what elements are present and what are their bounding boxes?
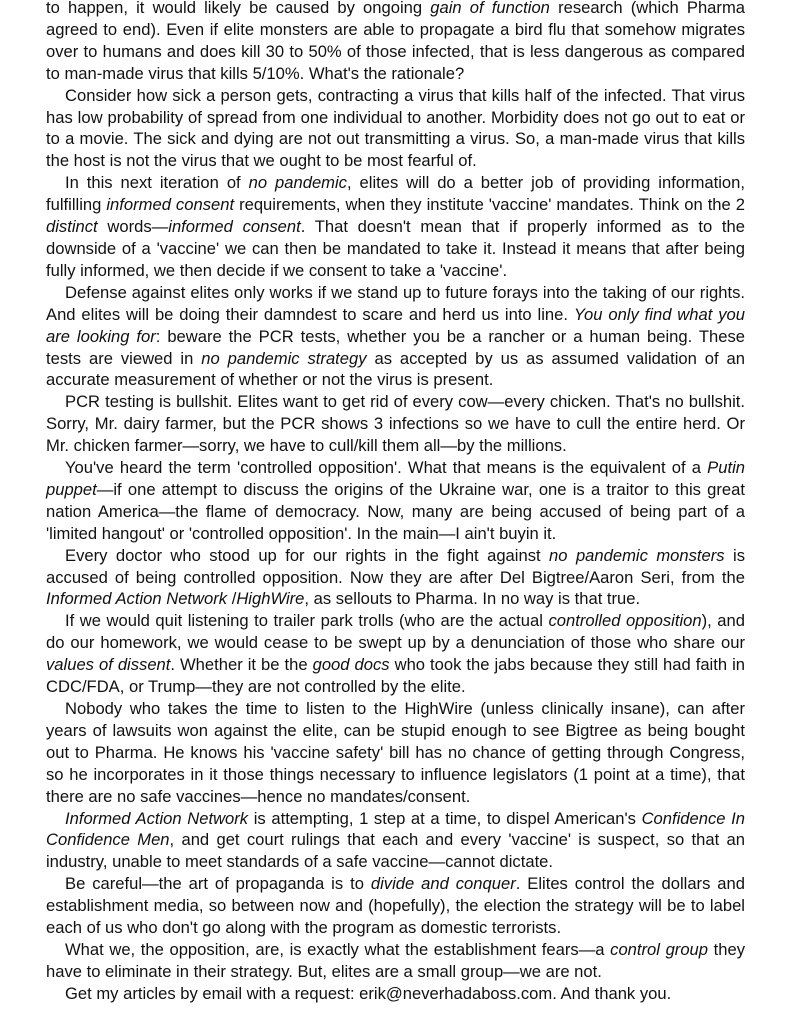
italic-phrase: informed consent xyxy=(106,195,235,215)
italic-phrase: Putin puppet xyxy=(46,458,745,499)
text-run: research (which Pharma agreed to end). Even if elite monsters are able to propagate a bird flu that somehow migrates over to humans and does kill 30 to 50% of those infected, that is less dangerous as compared to man-made virus that kills 5/10%. What's the rationale? xyxy=(46,0,745,83)
text-run: requirements, when they institute 'vaccine' mandates. Think on the 2 xyxy=(234,195,745,215)
article-paragraph xyxy=(46,873,745,939)
text-run: they have to eliminate in their strategy. But, elites are a small group—we are not. xyxy=(46,939,745,981)
text-run: words— xyxy=(97,217,169,237)
text-run: Nobody who takes the time to listen to the HighWire (unless clinically insane), can after years of lawsuits won against the elite, can be stupid enough to see Bigtree as being bought out to Pharma. He knows his 'vaccine safety' bill has no chance of getting through Congress, so he incorporates in it those things necessary to influence legislators (1 point at a time), that there are no safe vaccines—hence no mandates/consent. xyxy=(46,699,745,806)
text-run: ), and do our homework, we would cease to be swept up by a denunciation of those who share our xyxy=(46,611,745,653)
text-run: Be careful—the art of propaganda is to xyxy=(65,874,371,894)
text-run: PCR testing is bullshit. Elites want to get rid of every cow—every chicken. That's no bullshit. Sorry, Mr. dairy farmer, but the PCR shows 3 infections so we have to cull the entire herd. Or Mr. chicken farmer—sorry, we have to cull/kill them all—by the millions. xyxy=(46,392,745,456)
text-run: . That doesn't mean that if properly informed as to the downside of a 'vaccine' we can then be mandated to take it. Instead it means that after being fully informed, we then decide if we consent to take a 'vaccine'. xyxy=(46,217,745,280)
italic-phrase: no pandemic strategy xyxy=(201,348,367,368)
text-run: In this next iteration of xyxy=(65,173,249,193)
article-paragraph xyxy=(46,391,745,457)
text-run: / xyxy=(227,589,237,609)
article-paragraph xyxy=(46,698,745,808)
text-run: , elites will do a better job of providing information, fulfilling xyxy=(46,173,745,215)
article-paragraph xyxy=(46,545,745,611)
italic-phrase: Informed Action Network xyxy=(46,589,228,609)
text-run: who took the jabs because they still had faith in CDC/FDA, or Trump—they are not controlled by the elite. xyxy=(46,655,746,697)
text-run: What we, the opposition, are, is exactly what the establishment fears—a xyxy=(65,939,611,959)
text-run: Get my articles by email with a request: erik@neverhadaboss.com. And thank you. xyxy=(65,983,672,1003)
text-run: You've heard the term 'controlled opposition'. What that means is the equivalent of a xyxy=(65,458,708,478)
article-paragraph xyxy=(46,983,745,1005)
article-paragraph xyxy=(46,457,745,545)
text-run: —if one attempt to discuss the origins of the Ukraine war, one is a traitor to this great nation America—the flame of democracy. Now, many are being accused of being part of a 'limited hangout' or 'controlled opposition'. In the main—I ain't buyin it. xyxy=(46,479,745,543)
article-paragraph xyxy=(46,172,745,282)
article-paragraph xyxy=(46,939,745,983)
italic-phrase: HighWire xyxy=(236,589,305,609)
text-run: , as sellouts to Pharma. In no way is that true. xyxy=(304,589,641,609)
article-paragraph xyxy=(46,282,745,392)
italic-phrase: Informed Action Network xyxy=(65,808,249,828)
italic-phrase: control group xyxy=(610,939,709,959)
text-run: is attempting, 1 step at a time, to dispel American's xyxy=(248,808,642,828)
article-paragraph xyxy=(46,808,745,874)
text-run: Consider how sick a person gets, contracting a virus that kills half of the infected. That virus has low probability of spread from one individual to another. Morbidity does not go out to eat or to a movie. The sick and dying are not out transmitting a virus. So, a man-made virus that kills the host is not the virus that we ought to be most fearful of. xyxy=(46,85,745,171)
italic-phrase: values of dissent xyxy=(46,655,171,675)
text-run: If we would quit listening to trailer park trolls (who are the actual xyxy=(65,611,549,631)
italic-phrase: Confidence In Confidence Men xyxy=(46,808,745,850)
text-run: , and get court rulings that each and every 'vaccine' is suspect, so that an industry, unable to meet standards of a safe vaccine—cannot dictate. xyxy=(46,830,745,872)
italic-phrase: divide and conquer xyxy=(370,874,516,894)
italic-phrase: good docs xyxy=(312,655,390,675)
article-body xyxy=(46,0,745,1005)
text-run: Defense against elites only works if we stand up to future forays into the taking of our rights. And elites will be doing their damndest to scare and herd us into line. xyxy=(46,282,745,324)
text-run: . Whether it be the xyxy=(170,655,313,675)
article-paragraph xyxy=(46,610,745,698)
text-run: is accused of being controlled opposition. Now they are after Del Bigtree/Aaron Seri, from the xyxy=(46,545,745,587)
italic-phrase: distinct xyxy=(46,217,98,237)
article-paragraph xyxy=(46,85,745,173)
italic-phrase: You only find what you are looking for xyxy=(46,304,745,346)
text-run: as accepted by us as assumed validation of an accurate measurement of whether or not the virus is present. xyxy=(46,348,745,390)
text-run: : beware the PCR tests, whether you be a rancher or a human being. These tests are viewed in xyxy=(46,326,745,368)
text-run: to happen, it would likely be caused by ongoing xyxy=(46,0,431,17)
article-paragraph xyxy=(46,0,745,85)
text-run: Every doctor who stood up for our rights in the fight against xyxy=(65,545,550,565)
italic-phrase: informed consent xyxy=(168,217,301,237)
italic-phrase: no pandemic xyxy=(248,173,347,193)
text-run: . Elites control the dollars and establishment media, so between now and (hopefully), the election the strategy will be to label each of us who don't go along with the program as domestic terrorists. xyxy=(46,874,745,938)
italic-phrase: no pandemic monsters xyxy=(549,545,725,565)
italic-phrase: controlled opposition xyxy=(548,611,702,631)
italic-phrase: gain of function xyxy=(430,0,550,17)
